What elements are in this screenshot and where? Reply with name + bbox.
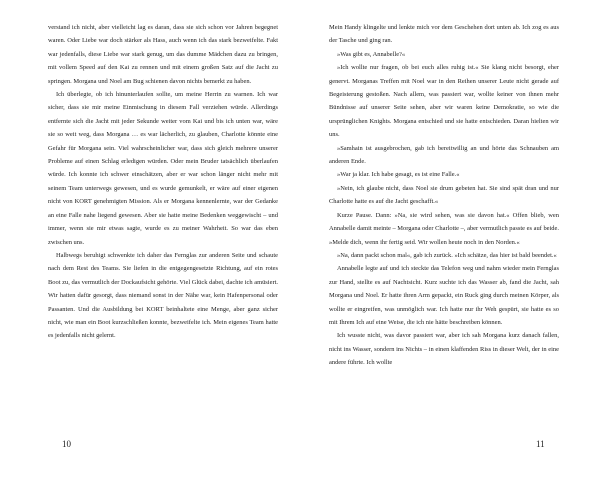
- left-page: [48, 21, 278, 446]
- paragraph: »Ich wollte nur fragen, ob bei euch alles ruhig ist.« Sie klang nicht besorgt, eher genervt. Morganas Treffen mit Noel war in den Reihen unserer Leute nicht gerade auf Begeisterung gestoßen. Nach allem, was passiert war, wollte keiner von ihnen mehr Bündnisse auf unserer Seite sehen, aber wir waren keine Demokratie, so wie die ursprünglichen Knights. Morgana entschied und sie hatte entschieden. Daran hielten wir uns.: [329, 64, 559, 139]
- paragraph: »Was gibt es, Annabelle?«: [337, 50, 406, 58]
- paragraph: Kurze Pause. Dann: »Na, sie wird sehen, was sie davon hat.« Offen blieb, wen Annabelle damit meinte – Morgana oder Charlotte –, aber vermutlich passte es auf beide. »Melde dich, wenn ihr fertig seid. Wir wollen heute noch in den Norden.«: [329, 211, 559, 246]
- paragraph: verstand ich nicht, aber vielleicht lag es daran, dass sie sich schon vor Jahren begegnet waren. Oder Liebe war doch stärker als Hass, auch wenn ich das stark bezweifelte. Fakt war jedenfalls, diese Liebe war stark genug, um das dumme Mädchen dazu zu bringen, mit vollem Speed auf den Kai zu rennen und mit einem großen Satz auf die Jacht zu springen. Morgana und Noel am Bug schienen davon nichts bemerkt zu haben.: [48, 24, 278, 85]
- paragraph: Ich überlegte, ob ich hinunterlaufen sollte, um meine Herrin zu warnen. Ich war sicher, dass sie mir meine Einmischung in diesem Fall verziehen würde. Allerdings entfernte sich die Jacht mit jeder Sekunde weiter vom Kai und bis ich unten war, wäre sie so weit weg, dass Morgana … es war lächerlich, zu glauben, Charlotte könnte eine Gefahr für Morgana sein. Viel wahrscheinlicher war, dass sich gleich mehrere unserer Probleme auf einen Schlag erledigen würden. Oder mein Bruder tatsächlich überlaufen würde. Ich konnte ich schwer einschätzen, aber er war schon länger nicht mehr mit seinem Team unterwegs gewesen, und es wurde gemunkelt, er wäre auf einer eigenen nicht von KORT genehmigten Mission. Als er Morgana kennenlernte, war der Gedanke an eine Falle nahe liegend gewesen. Aber sie hatte meine Bedenken weggewischt – und immer, wenn sie mir etwas sagte, wurde es zu meiner Wahrheit. So war das eben zwischen uns.: [48, 91, 278, 246]
- page-number-left: 10: [62, 439, 71, 449]
- right-page: [329, 21, 559, 446]
- page-number-right: 11: [536, 439, 545, 449]
- paragraph: »Na, dann packt schon mal«, gab ich zurück. »Ich schätze, das hier ist bald beendet.«: [337, 251, 557, 259]
- paragraph: »Nein, ich glaube nicht, dass Noel sie drum gebeten hat. Sie sind spät dran und nur Charlotte hatte es auf die Jacht geschafft.«: [329, 184, 559, 206]
- paragraph: Halbwegs beruhigt schwenkte ich daher das Fernglas zur anderen Seite und schaute nach dem Rest des Teams. Sie liefen in die entgegengesetzte Richtung, auf ein rotes Boot zu, das vermutlich der Dockaufsicht gehörte. Viel Glück dabei, dachte ich amüsiert. Wir hatten dafür gesorgt, dass niemand sonst in der Nähe war, kein Hafenpersonal oder Passanten. Und die Ausbildung bei KORT beinhaltete eine Menge, aber ganz sicher nicht, wie man ein Boot kurzschließen konnte, bezweifelte ich. Mein eigenes Team hatte es jedenfalls nicht gelernt.: [48, 251, 278, 340]
- paragraph: Annabelle legte auf und ich steckte das Telefon weg und nahm wieder mein Fernglas zur Hand, stellte es auf Nachtsicht. Kurz suchte ich das Wasser ab, fand die Jacht, sah Morgana und Noel. Er hatte ihren Arm gepackt, ein Ruck ging durch meinen Körper, als wollte er eingreifen, was unmöglich war. Ich hatte nur ihr Weh gespürt, sie hatte es so mit Ihrem Ich auf eine Weise, die ich nie hätte beschreiben können.: [329, 265, 559, 326]
- paragraph: »Samhain ist ausgebrochen, gab ich bereitwillig an und hörte das Schnauben am anderen Ende.: [329, 144, 559, 166]
- paragraph: Mein Handy klingelte und lenkte mich vor dem Geschehen dort unten ab. Ich zog es aus der Tasche und ging ran.: [329, 24, 559, 45]
- paragraph: Ich wusste nicht, was davor passiert war, aber ich sah Morgana kurz danach fallen, nicht ins Wasser, sondern ins Nichts – in einen klaffenden Riss in dieser Welt, der in eine andere führte. Ich wollte: [329, 332, 559, 367]
- paragraph: »War ja klar. Ich habe gesagt, es ist eine Falle.«: [337, 171, 460, 179]
